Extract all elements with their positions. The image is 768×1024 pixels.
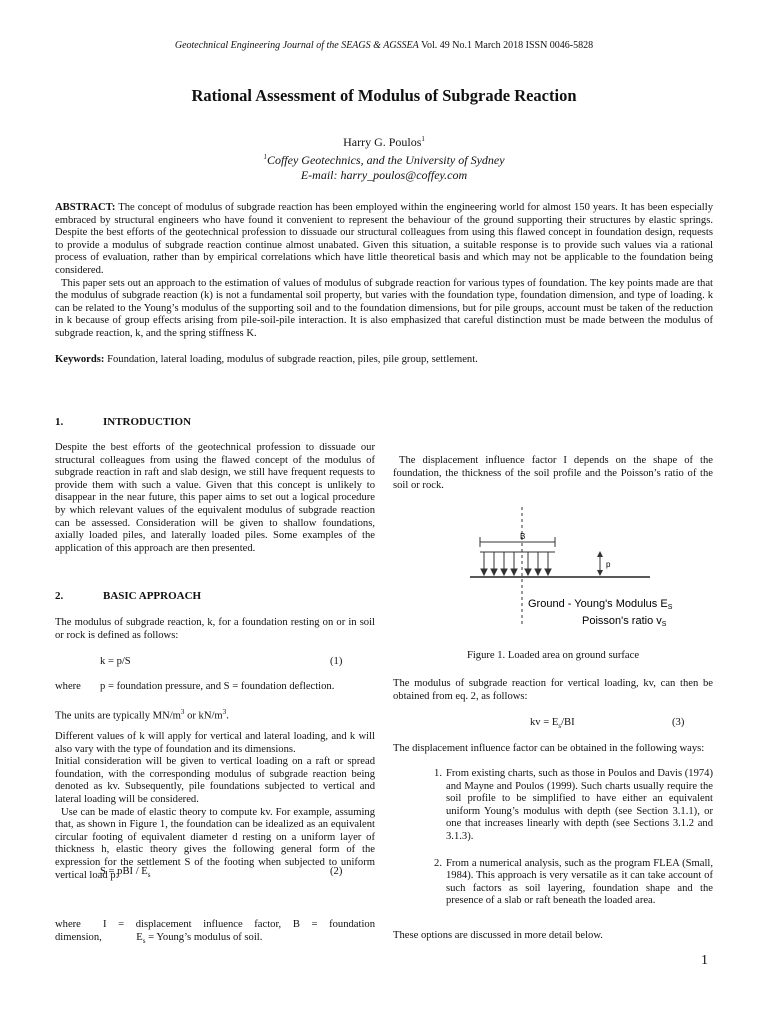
- options-list: [418, 768, 713, 920]
- section-2-num: 2.: [55, 590, 64, 602]
- list-item-number: 1.: [434, 768, 442, 779]
- basic-approach-p4-text: Use can be made of elastic theory to compute kv. For example, assuming that, as shown in Figure 1, the foundation can be idealized as an equivalent circular footing of equivalent diameter d resting on a uniform layer of thickness h, elastic theory gives the following general form of the expression for the settlement S of the footing when subjected to uniform vertical load p:: [55, 806, 375, 881]
- page-number: 1: [701, 953, 708, 968]
- equation-3: [530, 717, 575, 730]
- where-1-label: where: [55, 681, 81, 692]
- equation-3-number: (3): [672, 717, 685, 728]
- figure-1-diagram: [470, 505, 673, 630]
- figure-1: [470, 505, 673, 630]
- where-2-text: [55, 919, 375, 947]
- intro-paragraph: Despite the best efforts of the geotechnical profession to dissuade our structural colleagues from using the flawed concept of the modulus of subgrade reaction in raft and slab design, we still have frequent requests to provide them with such a value. Given that this concept is unlikely to disappear in the near future, this paper aims to set out a logical procedure by which relevant values of the equivalent modulus of subgrade reaction can be assessed. Consideration will be given to shallow foundations, axially loaded piles, and laterally loaded piles. Some examples of the application of this approach are then presented.: [55, 442, 375, 554]
- author-sup: 1: [421, 135, 425, 143]
- basic-approach-p2: [55, 731, 375, 882]
- where-2-label: where: [55, 919, 81, 930]
- section-1-heading: [55, 416, 375, 428]
- right-p4: These options are discussed in more detail below.: [393, 930, 603, 941]
- equation-2: [100, 866, 151, 879]
- basic-approach-p1: The modulus of subgrade reaction, k, for a foundation resting on or in soil or rock is defined as follows:: [55, 617, 375, 641]
- right-p2: The modulus of subgrade reaction for vertical loading, kv, can then be obtained from eq. 2, as follows:: [393, 678, 713, 702]
- abstract-p1: [55, 202, 713, 278]
- list-item-text: From existing charts, such as those in Poulos and Davis (1974) and Mayne and Poulos (1999). Such charts usually require the soil profile to be simplified to have either an equivalent uniform Young’s modulus with depth (see Section 3.1.1), or one that increases linearly with depth (see Sections 3.1.2 and 3.1.3).: [446, 768, 713, 842]
- poisson-ratio-label: Poisson's ratio vS: [582, 615, 667, 628]
- journal-header: [0, 40, 768, 51]
- p-arrow-down: [597, 570, 603, 576]
- ground-modulus-label: Ground - Young's Modulus ES: [528, 598, 673, 611]
- equation-3-sub: s: [558, 722, 562, 731]
- where-2-sub: s: [142, 936, 146, 945]
- figure-1-caption: Figure 1. Loaded area on ground surface: [466, 650, 640, 661]
- equation-2-number: (2): [330, 866, 343, 877]
- where-1-text: p = foundation pressure, and S = foundation deflection.: [100, 681, 335, 692]
- units-sup-1: 3: [180, 708, 185, 716]
- abstract: [55, 202, 713, 341]
- equation-3-rest: /BI: [561, 717, 575, 728]
- equation-3-main: kv = E: [530, 717, 559, 728]
- section-2-title: BASIC APPROACH: [103, 590, 202, 602]
- units-end: .: [226, 710, 229, 722]
- paper-title: Rational Assessment of Modulus of Subgrade Reaction: [191, 86, 577, 105]
- where-2-text-b: E: [136, 931, 143, 943]
- abstract-text-1: The concept of modulus of subgrade reaction has been employed within the engineering world for almost 150 years. It has been especially embraced by structural engineers who have found it convenient to represent the behaviour of the ground supporting their structures by elastic springs. Despite the best efforts of the geotechnical profession to dissuade our structural colleagues from using this flawed concept in foundation design, requests to provide a modulus of subgrade reaction continue almost unabated. Given this situation, a suitable response is to provide such values via a rational process of evaluation, rather than by empirical correlations which have little theoretical basis and which may not be applicable to the foundation being considered.: [55, 202, 713, 276]
- where-2-text-a: I = displacement influence factor, B = foundation dimension,: [55, 919, 375, 943]
- right-p3: The displacement influence factor can be obtained in the following ways:: [393, 743, 705, 754]
- right-p1: The displacement influence factor I depends on the shape of the foundation, the thickness of the soil profile and the Poisson’s ratio of the soil or rock.: [393, 455, 713, 492]
- list-item-number: 2.: [434, 857, 442, 869]
- units-text: The units are typically MN/m: [55, 710, 181, 722]
- journal-issue: Vol. 49 No.1 March 2018 ISSN 0046-5828: [421, 40, 594, 51]
- section-1-title: INTRODUCTION: [103, 416, 192, 428]
- load-arrows: [481, 552, 551, 575]
- label-p: p: [606, 560, 611, 569]
- p-arrow-up: [597, 551, 603, 557]
- units-or: or kN/m: [184, 710, 223, 722]
- author-affiliation: Coffey Geotechnics, and the University of Sydney: [266, 153, 505, 167]
- equation-1-number: (1): [330, 656, 343, 667]
- basic-approach-p3-text: Initial consideration will be given to vertical loading on a raft or spread foundation, with the corresponding modulus of subgrade reaction being denoted as kv. Subsequently, pile foundations subjected to vertical and lateral loading will be considered.: [55, 756, 375, 805]
- equation-2-sub: s: [147, 871, 151, 880]
- list-item: [418, 858, 713, 908]
- label-b: B: [520, 532, 526, 541]
- units-line: [55, 706, 229, 723]
- author-name: Harry G. Poulos: [343, 135, 422, 149]
- options-ol: [418, 768, 713, 908]
- section-1-num: 1.: [55, 416, 64, 428]
- abstract-label: ABSTRACT:: [55, 202, 116, 213]
- list-item: [418, 768, 713, 844]
- basic-approach-p2-text: Different values of k will apply for vertical and lateral loading, and k will also vary with the type of foundation and its dimensions.: [55, 731, 375, 755]
- units-sup-2: 3: [222, 708, 227, 716]
- where-2-text-c: = Young’s modulus of soil.: [145, 931, 263, 943]
- equation-1: k = p/S: [100, 656, 131, 667]
- journal-name: Geotechnical Engineering Journal of the SEAGS & AGSSEA: [174, 40, 419, 51]
- list-item-text: From a numerical analysis, such as the program FLEA (Small, 1984). This approach is very versatile as it can take account of such factors as soil layering, foundation shape and the presence of a slab or raft beneath the loaded area.: [446, 857, 713, 907]
- section-2-heading: [55, 590, 375, 602]
- keywords: [55, 354, 713, 367]
- keywords-text: Foundation, lateral loading, modulus of subgrade reaction, piles, pile group, settlement.: [107, 354, 478, 365]
- keywords-label: Keywords:: [55, 354, 105, 365]
- author-name-line: [0, 132, 768, 150]
- author-affiliation-line: [0, 150, 768, 168]
- author-block: [0, 132, 768, 183]
- author-email: E-mail: harry_poulos@coffey.com: [300, 168, 468, 182]
- abstract-p2: This paper sets out an approach to the estimation of values of modulus of subgrade reaction for various types of foundation. The key points made are that the modulus of subgrade reaction (k) is not a fundamental soil property, but varies with the foundation type, foundation dimension, and type of loading. k can be related to the Young’s modulus of the supporting soil and to the foundation dimensions, but for pile groups, account must be taken of the reduction in k because of group effects arising from pile-soil-pile interaction. It is also emphasized that careful distinction must be made between the modulus of subgrade reaction, k, and the spring stiffness K.: [55, 277, 713, 339]
- affil-sup: 1: [263, 153, 267, 161]
- equation-2-main: S = pBI / E: [100, 866, 148, 877]
